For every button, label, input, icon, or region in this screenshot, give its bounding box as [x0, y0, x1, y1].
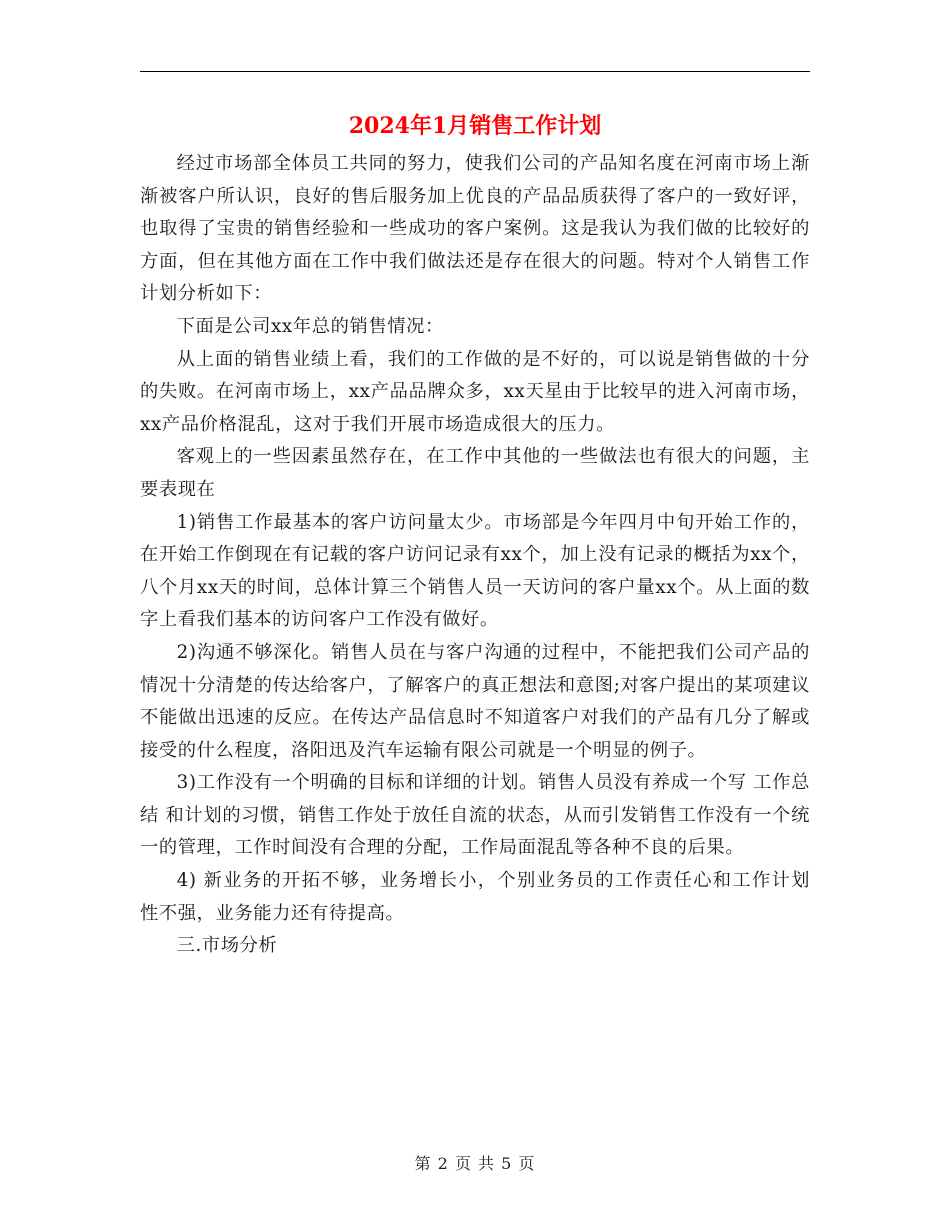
section-heading-market-analysis: 三.市场分析 — [176, 935, 278, 957]
paragraph-sales-summary-lead: 下面是公司xx年总的销售情况： — [176, 315, 444, 337]
paragraph-problem-3: 3)工作没有一个明确的目标和详细的计划。销售人员没有养成一个写 工作总结 和计划的习惯，销售工作处于放任自流的状态，从而引发销售工作没有一个统一的管理，工作时间没有合理的分配，工作局面混乱等各种不良的后果。 — [140, 772, 810, 859]
page-number-footer: 第 2 页 共 5 页 — [414, 1154, 536, 1173]
paragraph-problem-2: 2)沟通不够深化。销售人员在与客户沟通的过程中，不能把我们公司产品的情况十分清楚的传达给客户，了解客户的真正想法和意图;对客户提出的某项建议不能做出迅速的反应。在传达产品信息时不知道客户对我们的产品有几分了解或接受的什么程度，洛阳迅及汽车运输有限公司就是一个明显的例子。 — [140, 641, 810, 761]
document-title: 2024年1月销售工作计划 — [348, 113, 602, 139]
header-rule — [140, 71, 810, 72]
paragraph-problems-lead: 客观上的一些因素虽然存在，在工作中其他的一些做法也有很大的问题，主要表现在 — [140, 446, 810, 500]
paragraph-sales-performance: 从上面的销售业绩上看，我们的工作做的是不好的，可以说是销售做的十分的失败。在河南市场上，xx产品品牌众多，xx天星由于比较早的进入河南市场，xx产品价格混乱，这对于我们开展市场造成很大的压力。 — [140, 348, 810, 435]
paragraph-intro: 经过市场部全体员工共同的努力，使我们公司的产品知名度在河南市场上渐渐被客户所认识，良好的售后服务加上优良的产品品质获得了客户的一致好评，也取得了宝贵的销售经验和一些成功的客户案例。这是我认为我们做的比较好的方面，但在其他方面在工作中我们做法还是存在很大的问题。特对个人销售工作计划分析如下： — [140, 153, 810, 305]
document-body — [140, 148, 810, 963]
paragraph-problem-4: 4) 新业务的开拓不够，业务增长小，个别业务员的工作责任心和工作计划 性不强，业务能力还有待提高。 — [140, 870, 810, 924]
paragraph-problem-1: 1)销售工作最基本的客户访问量太少。市场部是今年四月中旬开始工作的，在开始工作倒现在有记载的客户访问记录有xx个，加上没有记录的概括为xx个，八个月xx天的时间，总体计算三个销售人员一天访问的客户量xx个。从上面的数字上看我们基本的访问客户工作没有做好。 — [140, 511, 810, 631]
